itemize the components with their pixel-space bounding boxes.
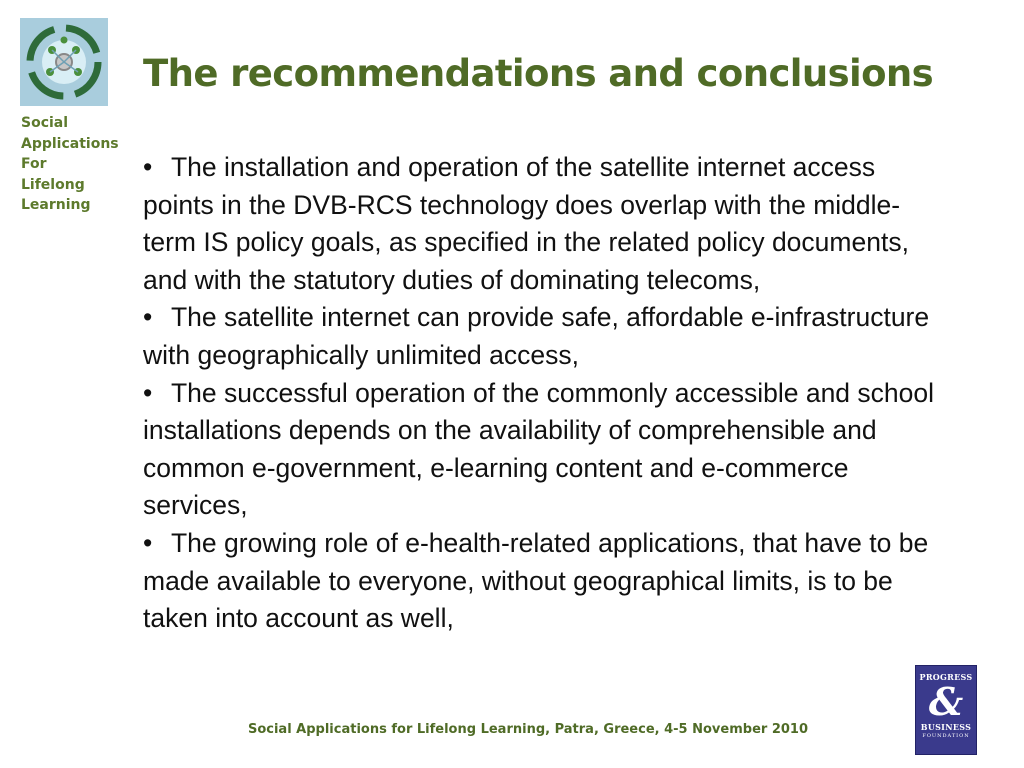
partner-logo-line: BUSINESS [920, 722, 972, 732]
bullet-text: The satellite internet can provide safe, affordable e-infrastructure with geographically unlimited access, [143, 302, 930, 370]
list-item [143, 375, 943, 525]
bullet-text: The installation and operation of the satellite internet access points in the DVB-RCS technology does overlap with the middle-term IS policy goals, as specified in the related policy documents, and with the statutory duties of dominating telecoms, [143, 152, 909, 295]
partner-logo-line: PROGRESS [919, 672, 973, 682]
side-label-line: Lifelong [21, 176, 85, 193]
side-label-line: Learning [21, 197, 91, 213]
side-label-line: Social [21, 115, 69, 131]
bullet-text: The growing role of e-health-related applications, that have to be made available to everyone, without geographical limits, is to be taken into account as well, [143, 527, 929, 634]
side-label [21, 113, 121, 216]
partner-logo-line: FOUNDATION [922, 733, 970, 739]
bullet-list [143, 149, 943, 638]
ampersand-icon: & [928, 679, 964, 724]
project-logo [20, 18, 108, 106]
bullet-icon: • [143, 527, 153, 558]
footer-text: Social Applications for Lifelong Learning, Patra, Greece, 4-5 November 2010 [247, 722, 809, 737]
partner-logo [915, 665, 977, 755]
bullet-text: The successful operation of the commonly accessible and school installations depends on the availability of comprehensible and common e-government, e-learning content and e-commerce services, [143, 377, 935, 521]
bullet-icon: • [143, 302, 153, 333]
bullet-icon: • [143, 377, 153, 408]
list-item [143, 149, 943, 299]
list-item [143, 299, 943, 374]
list-item [143, 525, 943, 638]
page-title: The recommendations and conclusions [143, 52, 934, 95]
side-label-line: For [21, 156, 47, 172]
side-label-line: Applications [21, 135, 119, 152]
network-people-icon [20, 18, 108, 106]
bullet-icon: • [143, 152, 153, 182]
